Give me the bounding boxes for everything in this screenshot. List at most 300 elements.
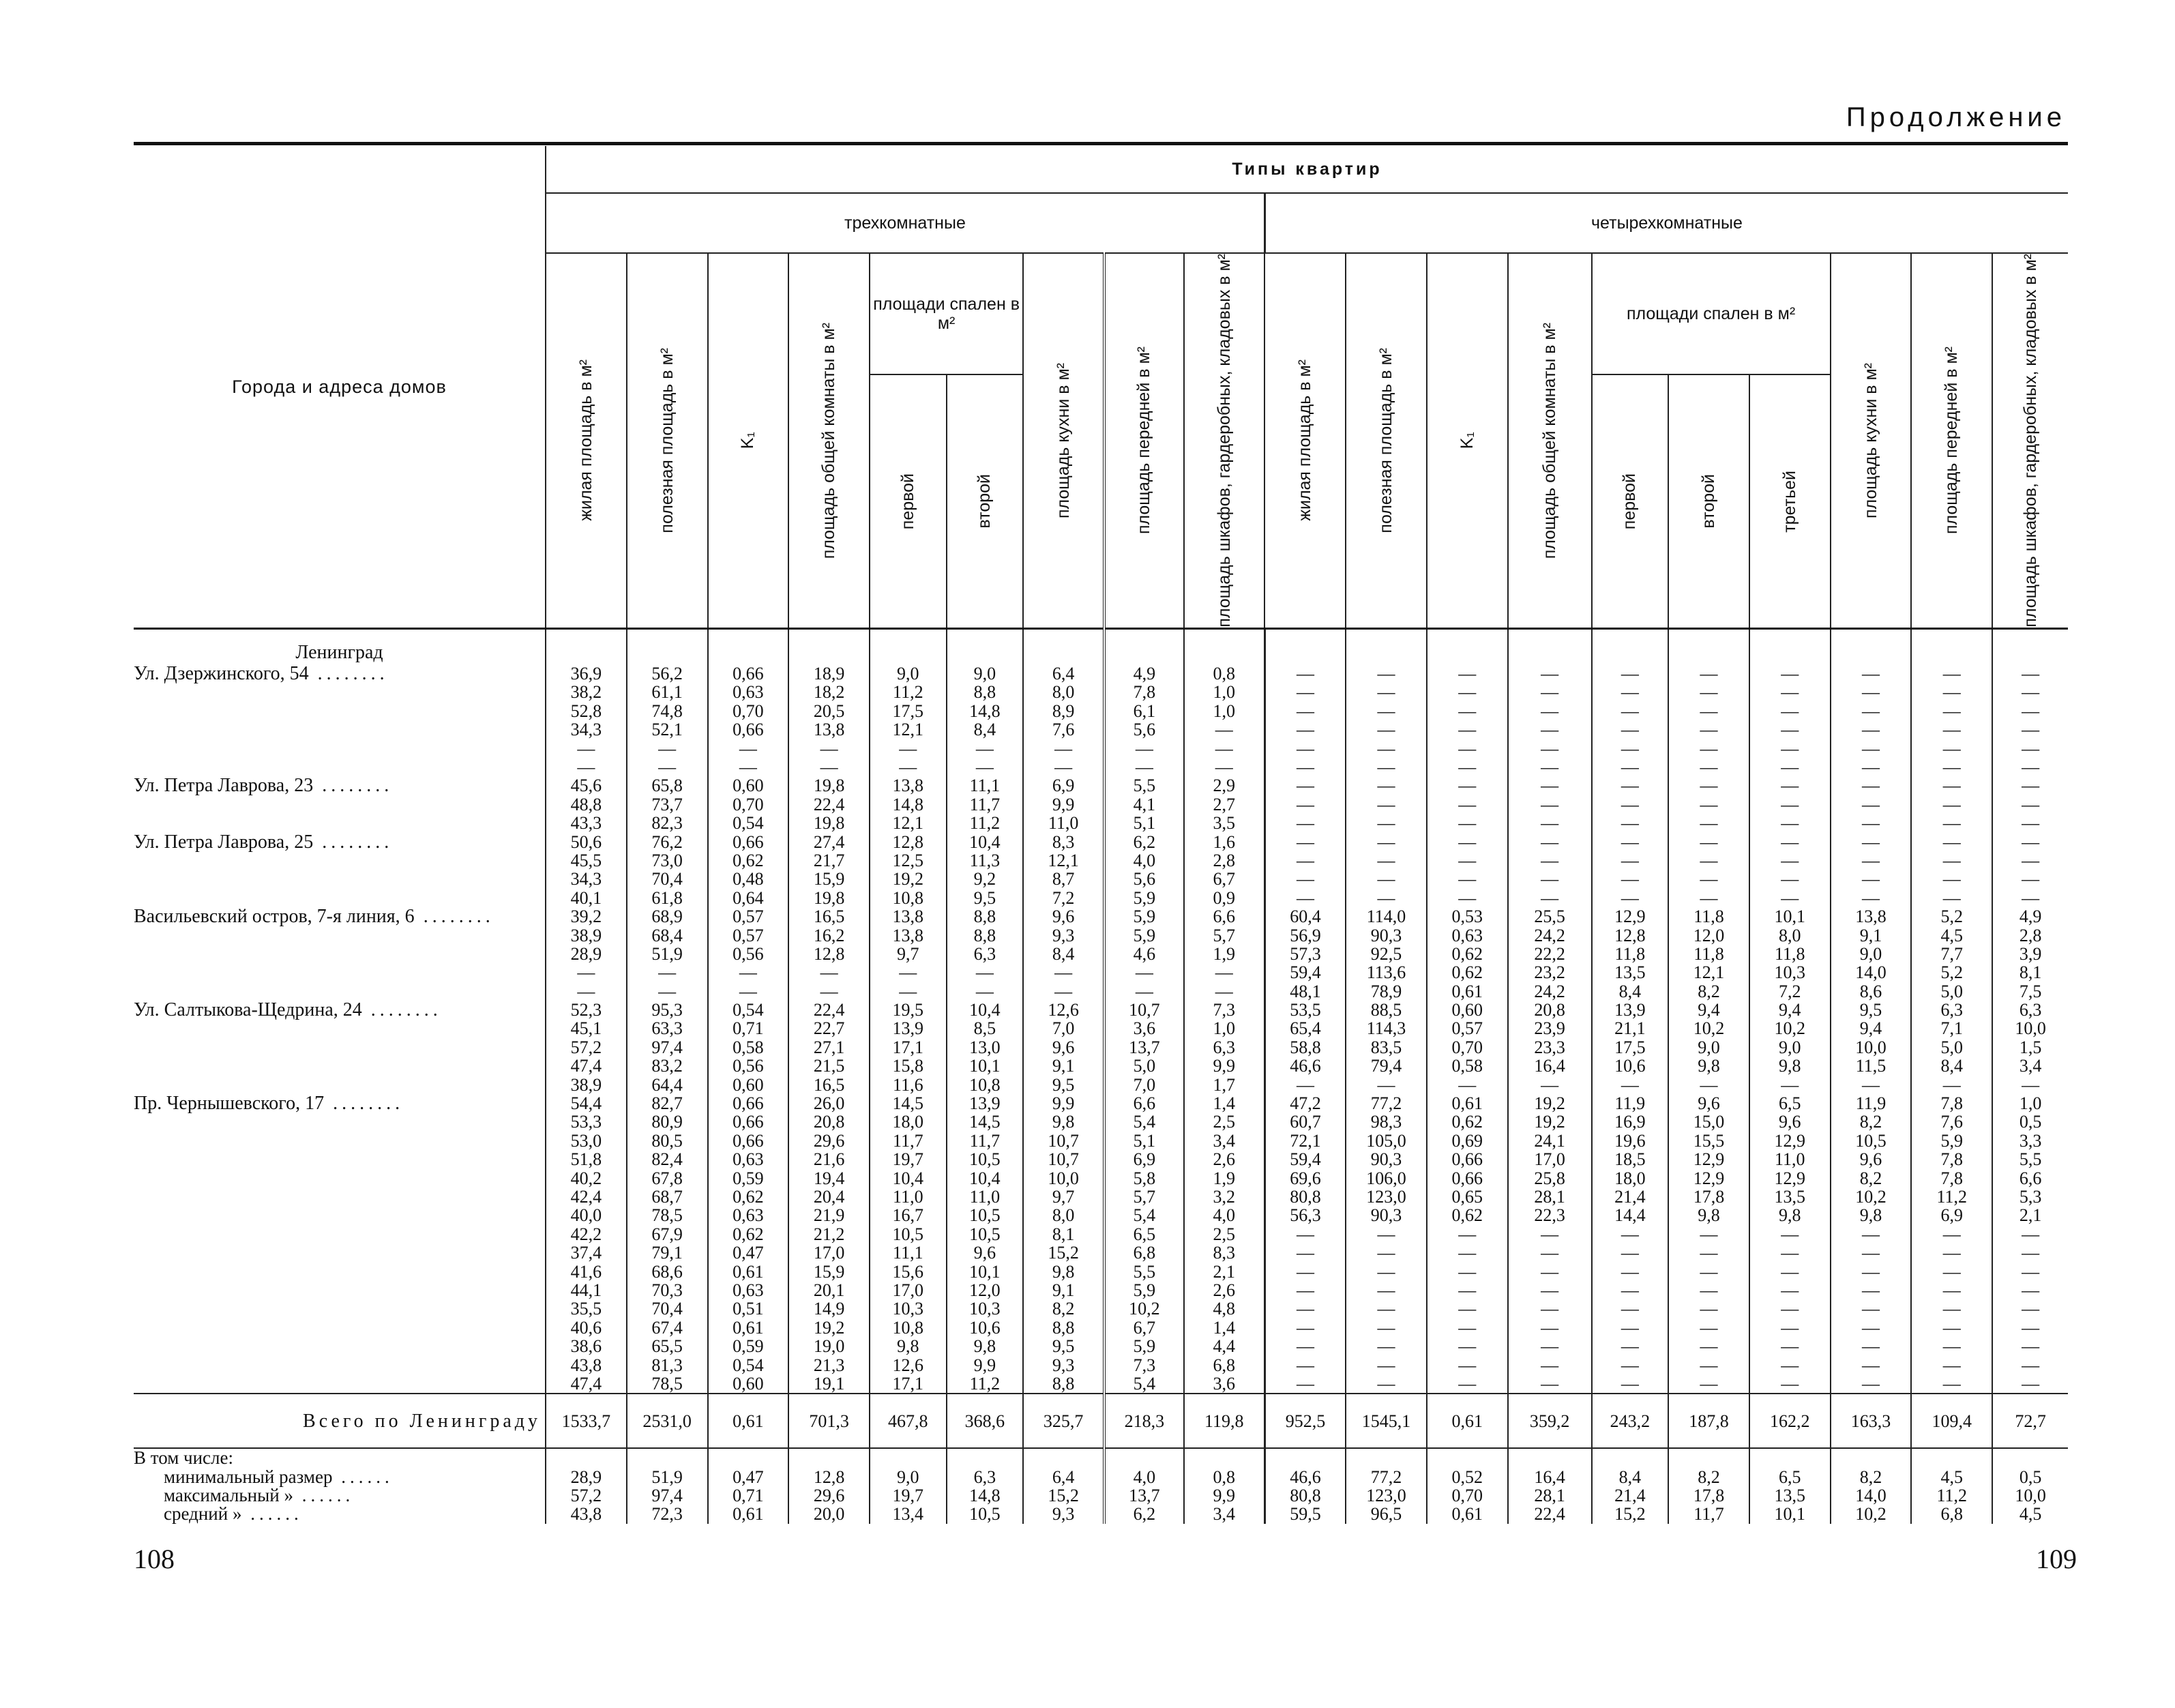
col-common-4 <box>1508 1001 1592 1094</box>
table-value: 8,0 <box>1052 1205 1075 1226</box>
table-value: 6,9 <box>1940 1205 1963 1226</box>
table-value: — <box>658 757 677 778</box>
stat-third-4 <box>1749 1448 1831 1524</box>
table-value: — <box>1135 757 1153 778</box>
col-common-3 <box>788 1001 870 1094</box>
table-value: — <box>1377 1317 1395 1338</box>
table-value: — <box>1541 1243 1559 1263</box>
table-value: — <box>1781 1224 1799 1244</box>
table-value: 82,4 <box>651 1149 683 1170</box>
table-value: — <box>1377 1336 1395 1357</box>
table-value: — <box>1942 776 1961 796</box>
table-value: 65,4 <box>1290 1018 1321 1039</box>
table-value: — <box>1621 757 1639 778</box>
col-living-4 <box>1264 833 1346 908</box>
table-value: 53,5 <box>1290 1000 1321 1020</box>
table-value: — <box>1377 1243 1395 1263</box>
table-value: 0,70 <box>1451 1486 1483 1506</box>
table-value: — <box>1458 794 1477 814</box>
table-value: 14,8 <box>969 701 1001 721</box>
col-kitchen-3 <box>1023 907 1104 1001</box>
table-value: — <box>1781 776 1799 796</box>
table-value: — <box>1621 682 1639 703</box>
table-value: — <box>1621 1373 1639 1394</box>
table-value: — <box>1458 1224 1477 1244</box>
table-value: 46,6 <box>1290 1056 1321 1076</box>
table-value: — <box>1297 738 1315 759</box>
table-value: 83,5 <box>1370 1037 1402 1057</box>
table-value: 10,3 <box>969 1299 1001 1319</box>
table-value: — <box>1862 720 1880 740</box>
table-value: 8,8 <box>973 907 996 927</box>
table-value: 0,61 <box>733 1261 764 1282</box>
table-value <box>546 1449 626 1467</box>
table-value: 59,4 <box>1290 1149 1321 1170</box>
col-second-4 <box>1668 907 1749 1001</box>
col-living-3 <box>546 833 627 908</box>
col-living-3 <box>546 664 627 776</box>
table-value: 11,8 <box>1774 943 1805 964</box>
table-value: — <box>1621 664 1639 684</box>
table-value: — <box>577 962 595 983</box>
table-value: 8,2 <box>1859 1112 1882 1132</box>
table-value: 13,8 <box>1855 907 1887 927</box>
col-second-3 <box>947 1094 1024 1394</box>
col-k1-3 <box>708 907 789 1001</box>
total-third-4: 162,2 <box>1749 1394 1831 1448</box>
table-value: 20,8 <box>1534 1000 1565 1020</box>
table-value: — <box>975 738 994 759</box>
table-value: 6,9 <box>1052 776 1075 796</box>
table-value: 10,1 <box>1774 907 1805 927</box>
table-value: 2,8 <box>1213 850 1236 870</box>
table-value: — <box>1942 757 1961 778</box>
table-value: — <box>1862 831 1880 852</box>
table-value: — <box>1781 813 1799 834</box>
table-value: — <box>1862 1373 1880 1394</box>
totals-row <box>134 1394 2068 1448</box>
table-value: 9,8 <box>1052 1112 1075 1132</box>
table-value: 6,3 <box>973 1467 996 1487</box>
table-value: 20,5 <box>813 701 845 721</box>
col-k1-3 <box>708 833 789 908</box>
col-k1-4 <box>1427 1094 1508 1394</box>
table-value: — <box>1700 831 1718 852</box>
total-living-4: 952,5 <box>1264 1394 1346 1448</box>
table-value: — <box>1942 1074 1961 1095</box>
table-value: 7,8 <box>1940 1149 1963 1170</box>
table-value: 17,5 <box>1614 1037 1646 1057</box>
stat-closets-3 <box>1184 1448 1265 1524</box>
table-value: 11,2 <box>969 1373 1001 1394</box>
table-value <box>1669 1449 1749 1467</box>
table-value: — <box>2022 869 2040 889</box>
table-value: 42,2 <box>570 1224 602 1244</box>
table-value: 8,3 <box>1052 831 1075 852</box>
table-value: 1,0 <box>1213 1018 1236 1039</box>
col-common-4 <box>1508 833 1592 908</box>
table-value: 5,7 <box>1133 1187 1156 1207</box>
table-value: — <box>2022 738 2040 759</box>
table-value: 0,62 <box>1451 1112 1483 1132</box>
table-value: 0,47 <box>733 1243 764 1263</box>
table-value: 52,3 <box>570 1000 602 1020</box>
table-value: — <box>1377 1280 1395 1300</box>
table-value: — <box>1942 1373 1961 1394</box>
table-value: 11,0 <box>969 1187 1001 1207</box>
table-value: 67,4 <box>651 1317 683 1338</box>
table-value: — <box>577 757 595 778</box>
table-value: 5,2 <box>1940 907 1963 927</box>
table-value: 28,9 <box>570 943 602 964</box>
stat-k1-4 <box>1427 1448 1508 1524</box>
table-value: 21,5 <box>813 1056 845 1076</box>
table-value: 13,9 <box>892 1018 924 1039</box>
table-value: 37,4 <box>570 1243 602 1263</box>
table-value: 9,0 <box>973 664 996 684</box>
table-value: — <box>1621 813 1639 834</box>
table-value: — <box>1297 1280 1315 1300</box>
table-value: 19,2 <box>892 869 924 889</box>
table-value: 9,8 <box>897 1336 919 1357</box>
table-value: 106,0 <box>1366 1168 1406 1188</box>
table-value: 96,5 <box>1370 1504 1402 1525</box>
table-value: — <box>1458 738 1477 759</box>
table-value: 19,0 <box>813 1336 845 1357</box>
table-value: 0,57 <box>1451 1018 1483 1039</box>
min-max-avg-row <box>134 1448 2068 1524</box>
table-value: 11,9 <box>1614 1093 1646 1114</box>
total-common-3: 701,3 <box>788 1394 870 1448</box>
table-value: 5,3 <box>2019 1187 2042 1207</box>
table-value: 10,2 <box>1129 1299 1160 1319</box>
table-value: — <box>1054 757 1073 778</box>
table-value: 44,1 <box>570 1280 602 1300</box>
table-value: 25,8 <box>1534 1168 1565 1188</box>
col-living-4 <box>1264 776 1346 832</box>
table-value: 10,7 <box>1129 1000 1160 1020</box>
table-value: — <box>1297 887 1315 908</box>
table-value <box>1750 1449 1830 1467</box>
table-value: — <box>1215 962 1233 983</box>
table-value: — <box>1377 738 1395 759</box>
table-value: 7,2 <box>1052 887 1075 908</box>
table-value: 41,6 <box>570 1261 602 1282</box>
table-value: 25,5 <box>1534 907 1565 927</box>
table-value: 67,9 <box>651 1224 683 1244</box>
table-value: 19,4 <box>813 1168 845 1188</box>
table-value: 10,5 <box>1855 1130 1887 1151</box>
table-value: 19,8 <box>813 813 845 834</box>
table-value: 0,48 <box>733 869 764 889</box>
table-value: 78,5 <box>651 1205 683 1226</box>
table-value: — <box>1297 794 1315 814</box>
table-value: 10,3 <box>892 1299 924 1319</box>
col-k1-3 <box>708 664 789 776</box>
table-value: 9,2 <box>973 869 996 889</box>
table-value: — <box>1541 1280 1559 1300</box>
table-value: 0,66 <box>733 664 764 684</box>
table-value: — <box>1054 962 1073 983</box>
address-label: Пр. Чернышевского, 17 <box>134 1093 325 1115</box>
table-value: 12,6 <box>1048 1000 1079 1020</box>
table-value: 38,9 <box>570 1074 602 1095</box>
col-k1-3 <box>708 776 789 832</box>
table-value: 13,9 <box>969 1093 1001 1114</box>
table-value: 9,5 <box>1052 1074 1075 1095</box>
col-useful-3 <box>627 1001 708 1094</box>
table-value: 19,2 <box>1534 1112 1565 1132</box>
table-value: — <box>2022 1074 2040 1095</box>
table-value: 24,2 <box>1534 925 1565 945</box>
table-value: 0,62 <box>733 1224 764 1244</box>
table-value: — <box>1621 701 1639 721</box>
table-value: 8,2 <box>1859 1467 1882 1487</box>
table-value: 6,1 <box>1133 701 1156 721</box>
table-value: 2,6 <box>1213 1280 1236 1300</box>
table-value: — <box>1621 887 1639 908</box>
total-closets-3: 119,8 <box>1184 1394 1265 1448</box>
table-value: 0,9 <box>1213 887 1236 908</box>
table-value: 9,1 <box>1859 925 1882 945</box>
table-value: 77,2 <box>1370 1467 1402 1487</box>
table-value: 6,3 <box>1213 1037 1236 1057</box>
table-value: 76,2 <box>651 831 683 852</box>
table-value: — <box>1377 1261 1395 1282</box>
table-value: 7,8 <box>1940 1168 1963 1188</box>
stat-kitchen-3 <box>1023 1448 1104 1524</box>
table-value: 15,6 <box>892 1261 924 1282</box>
table-value: — <box>1297 1355 1315 1375</box>
table-value: 9,3 <box>1052 1355 1075 1375</box>
table-value: — <box>1458 1373 1477 1394</box>
table-value: 6,5 <box>1133 1224 1156 1244</box>
table-value: 15,2 <box>1614 1504 1646 1525</box>
table-value: — <box>1781 738 1799 759</box>
table-value: 4,1 <box>1133 794 1156 814</box>
col-useful-4 <box>1346 1001 1427 1094</box>
table-value: — <box>1458 701 1477 721</box>
table-value: — <box>1458 1317 1477 1338</box>
table-value: — <box>2022 831 2040 852</box>
col-kitchen-4 <box>1831 1094 1912 1394</box>
table-value: — <box>1377 794 1395 814</box>
table-value: 16,5 <box>813 1074 845 1095</box>
col-closets-4: площадь шкафов, гардеробных, кладовых в м² <box>1992 253 2068 628</box>
table-value: — <box>1781 1074 1799 1095</box>
table-value: — <box>1621 720 1639 740</box>
table-value: — <box>1862 738 1880 759</box>
col-closets-4 <box>1992 1094 2068 1394</box>
col-common-3 <box>788 664 870 776</box>
table-value: — <box>1942 850 1961 870</box>
col-kitchen-4 <box>1831 776 1912 832</box>
table-value: 5,5 <box>1133 776 1156 796</box>
table-value: 0,62 <box>733 1187 764 1207</box>
table-value: 0,66 <box>1451 1168 1483 1188</box>
leader-dots: ........ <box>313 831 394 853</box>
table-value: 22,3 <box>1534 1205 1565 1226</box>
table-value: 78,9 <box>1370 981 1402 1001</box>
table-value: 0,54 <box>733 813 764 834</box>
table-value: 8,8 <box>1052 1373 1075 1394</box>
table-value: — <box>1541 1074 1559 1095</box>
table-value: 0,71 <box>733 1018 764 1039</box>
leader-dots: ........ <box>324 1093 404 1115</box>
total-useful-3: 2531,0 <box>627 1394 708 1448</box>
address-group <box>134 1001 2068 1094</box>
table-value: 10,5 <box>892 1224 924 1244</box>
table-value: — <box>739 981 757 1001</box>
table-value: — <box>1781 701 1799 721</box>
table-value: 56,2 <box>651 664 683 684</box>
col-third-4 <box>1749 833 1831 908</box>
table-value: 7,3 <box>1133 1355 1156 1375</box>
table-value: — <box>2022 1355 2040 1375</box>
table-value: 5,9 <box>1133 1336 1156 1357</box>
table-value: 7,1 <box>1940 1018 1963 1039</box>
table-value: — <box>1297 1074 1315 1095</box>
table-value: 9,1 <box>1052 1056 1075 1076</box>
table-value: 12,1 <box>892 720 924 740</box>
col-kitchen-4 <box>1831 833 1912 908</box>
table-value: 17,1 <box>892 1373 924 1394</box>
table-value: — <box>1942 1261 1961 1282</box>
col-second-3 <box>947 664 1024 776</box>
table-value: 40,0 <box>570 1205 602 1226</box>
table-value: 13,8 <box>813 720 845 740</box>
table-value: 4,5 <box>1940 925 1963 945</box>
table-value: 11,2 <box>969 813 1001 834</box>
col-closets-4 <box>1992 833 2068 908</box>
table-value: 64,4 <box>651 1074 683 1095</box>
table-value: 8,7 <box>1052 869 1075 889</box>
table-value: 12,8 <box>813 943 845 964</box>
col-useful-3 <box>627 1094 708 1394</box>
address-group <box>134 776 2068 832</box>
table-value: 0,63 <box>733 682 764 703</box>
table-value: 70,4 <box>651 1299 683 1319</box>
table-value: — <box>1862 850 1880 870</box>
table-value: — <box>1942 1336 1961 1357</box>
table-value: — <box>1862 1224 1880 1244</box>
col-hall-3 <box>1104 664 1184 776</box>
table-value: 11,2 <box>1936 1187 1968 1207</box>
table-value: — <box>1862 869 1880 889</box>
table-value: 0,66 <box>733 720 764 740</box>
table-value: 56,9 <box>1290 925 1321 945</box>
table-value: 28,1 <box>1534 1187 1565 1207</box>
table-value: — <box>1297 1261 1315 1282</box>
table-value: — <box>2022 850 2040 870</box>
table-value <box>1831 1449 1911 1467</box>
table-value: 9,6 <box>1698 1093 1720 1114</box>
stat-hall-4 <box>1911 1448 1992 1524</box>
table-value: 8,9 <box>1052 701 1075 721</box>
table-value: 7,0 <box>1052 1018 1075 1039</box>
col-useful-4 <box>1346 907 1427 1001</box>
col-common-3 <box>788 907 870 1001</box>
col-second-4 <box>1668 1001 1749 1094</box>
city-name: Ленинград <box>295 641 383 663</box>
table-value: 17,8 <box>1693 1187 1725 1207</box>
table-value: — <box>1297 1336 1315 1357</box>
table-value <box>789 1449 869 1467</box>
continued-label: Продолжение <box>1846 102 2066 132</box>
col-k1-4: K₁ <box>1427 253 1508 628</box>
table-value: — <box>1458 831 1477 852</box>
table-value: — <box>1458 850 1477 870</box>
table-value: 8,8 <box>1052 1317 1075 1338</box>
table-value: — <box>975 757 994 778</box>
col-kitchen-4 <box>1831 1001 1912 1094</box>
table-value: 10,5 <box>969 1224 1001 1244</box>
table-value: — <box>739 738 757 759</box>
table-value: 13,9 <box>1614 1000 1646 1020</box>
table-value: 1,0 <box>1213 701 1236 721</box>
table-value: 12,9 <box>1693 1149 1725 1170</box>
table-value: 39,2 <box>570 907 602 927</box>
table-value: 0,69 <box>1451 1130 1483 1151</box>
table-value: 0,60 <box>733 1074 764 1095</box>
table-value: — <box>1377 1074 1395 1095</box>
total-k1-4: 0,61 <box>1427 1394 1508 1448</box>
col-k1-3 <box>708 1094 789 1394</box>
col-hall-3 <box>1104 1094 1184 1394</box>
table-value: 45,5 <box>570 850 602 870</box>
table-value: 10,1 <box>969 1056 1001 1076</box>
col-hall-4 <box>1911 907 1992 1001</box>
leader-dots: ........ <box>308 663 389 685</box>
table-value: 57,2 <box>570 1037 602 1057</box>
table-value: 7,8 <box>1940 1093 1963 1114</box>
table-value: 4,5 <box>1940 1467 1963 1487</box>
table-value: — <box>577 738 595 759</box>
address-group <box>134 907 2068 1001</box>
table-value: 0,63 <box>733 1205 764 1226</box>
table-value: 68,4 <box>651 925 683 945</box>
table-value: 68,7 <box>651 1187 683 1207</box>
col-k1-3 <box>708 1001 789 1094</box>
stat-hall-3 <box>1104 1448 1184 1524</box>
table-value: 9,9 <box>1052 794 1075 814</box>
col-third-4: третьей <box>1749 374 1831 628</box>
table-value: 45,6 <box>570 776 602 796</box>
table-value: 80,5 <box>651 1130 683 1151</box>
table-value: 60,7 <box>1290 1112 1321 1132</box>
col-second-3 <box>947 833 1024 908</box>
table-value: — <box>1377 776 1395 796</box>
table-value: — <box>1458 1074 1477 1095</box>
table-value: 12,0 <box>1693 925 1725 945</box>
col-living-4 <box>1264 664 1346 776</box>
table-value: — <box>1621 776 1639 796</box>
col-living-3 <box>546 776 627 832</box>
table-value: — <box>1541 850 1559 870</box>
table-value: — <box>1700 664 1718 684</box>
table-value: 10,3 <box>1774 962 1805 983</box>
table-value: 1,0 <box>2019 1093 2042 1114</box>
bedrooms-group-3: площади спален в м² <box>870 253 1023 374</box>
table-value: — <box>1862 776 1880 796</box>
col-hall-3: площадь передней в м² <box>1104 253 1184 628</box>
table-value: — <box>2022 664 2040 684</box>
table-value: 10,5 <box>969 1504 1001 1525</box>
table-value: 5,1 <box>1133 813 1156 834</box>
col-living-3 <box>546 907 627 1001</box>
table-value: 2,6 <box>1213 1149 1236 1170</box>
table-value: — <box>1862 1074 1880 1095</box>
